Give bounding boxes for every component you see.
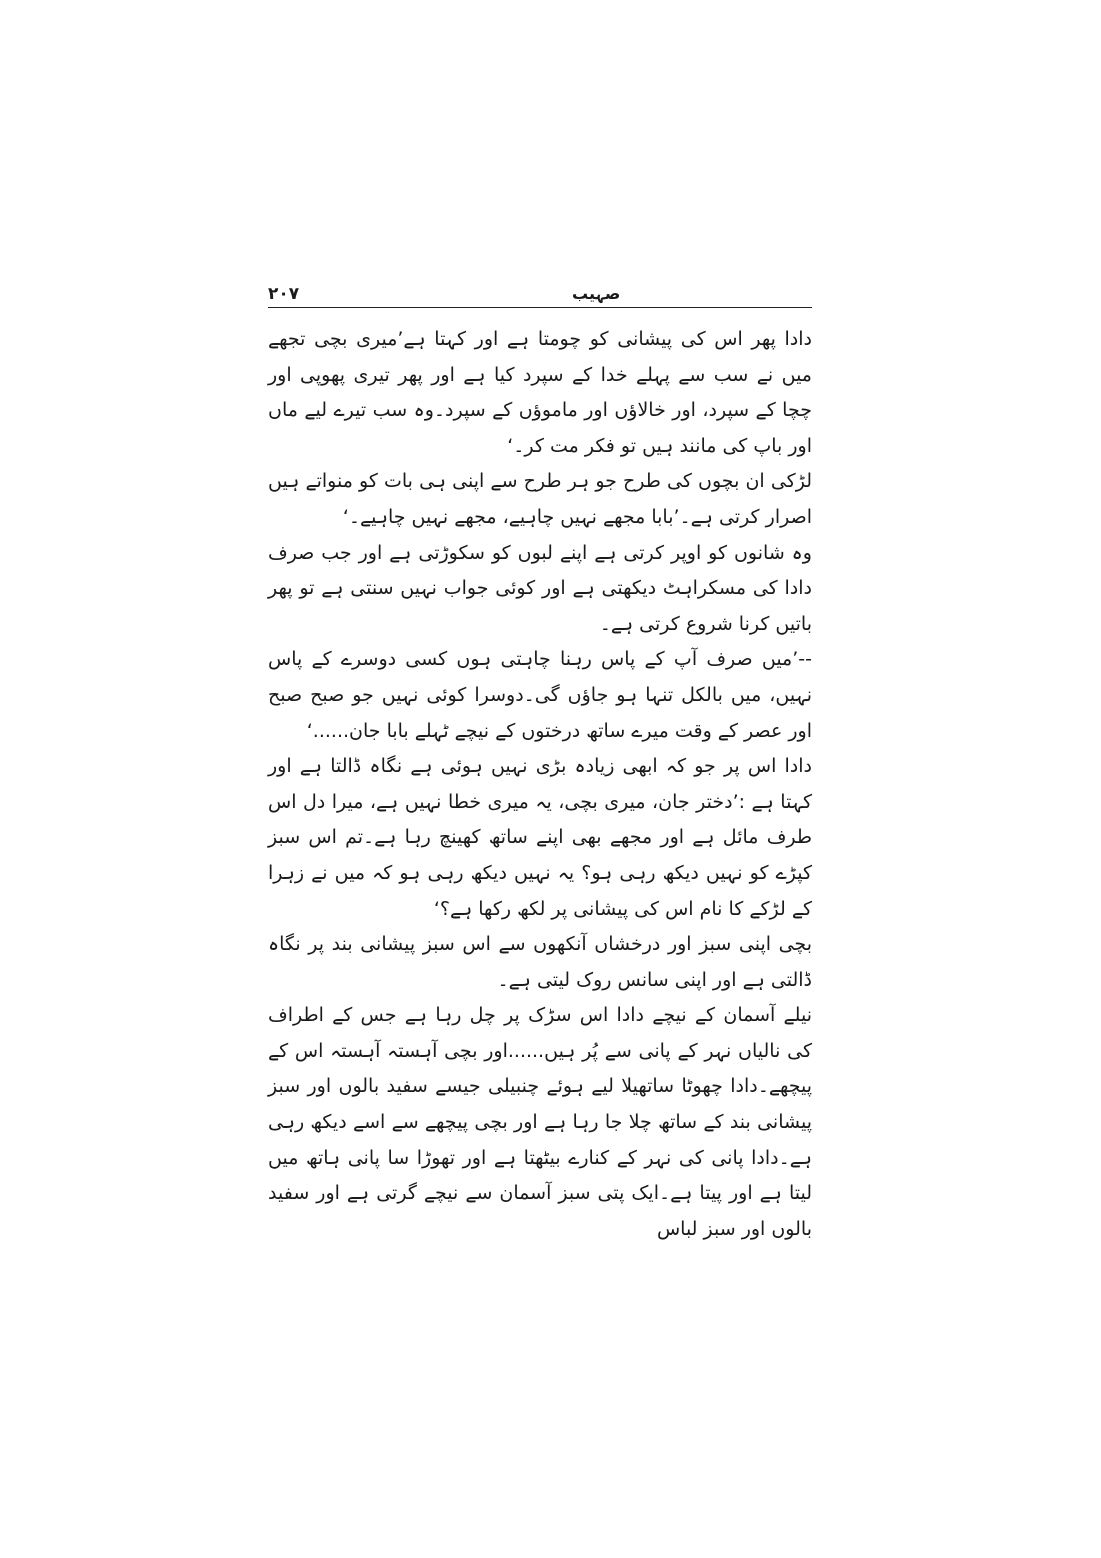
paragraph-1: دادا پھر اس کی پیشانی کو چومتا ہے اور کہتا ہے’میری بچی تجھے میں نے سب سے پہلے خدا کے سپرد کیا ہے اور پھر تیری پھوپی اور چچا کے سپرد، اور خالاؤں اور ماموؤں کے سپرد۔وہ سب تیرے لیے ماں اور باپ کی مانند ہیں تو فکر مت کر۔‘ (268, 328, 812, 457)
paragraph-3: وہ شانوں کو اوپر کرتی ہے اپنے لبوں کو سکوڑتی ہے اور جب صرف دادا کی مسکراہٹ دیکھتی ہے اور کوئی جواب نہیں سنتی ہے تو پھر باتیں کرنا شروع کرتی ہے۔ (268, 541, 812, 635)
page-header (268, 284, 812, 306)
page-number: ۲۰۷ (268, 284, 300, 304)
paragraph-4: --’میں صرف آپ کے پاس رہنا چاہتی ہوں کسی دوسرے کے پاس نہیں، میں بالکل تنہا ہو جاؤں گی۔دوسرا کوئی نہیں جو صبح صبح اور عصر کے وقت میرے ساتھ درختوں کے نیچے ٹہلے بابا جان......‘ (268, 648, 812, 742)
paragraph-2: لڑکی ان بچوں کی طرح جو ہر طرح سے اپنی ہی بات کو منواتے ہیں اصرار کرتی ہے۔’بابا مجھے نہیں چاہیے، مجھے نہیں چاہیے۔‘ (268, 470, 812, 528)
paragraph-6: بچی اپنی سبز اور درخشاں آنکھوں سے اس سبز پیشانی بند پر نگاہ ڈالتی ہے اور اپنی سانس روک لیتی ہے۔ (268, 933, 812, 991)
body-text (268, 322, 812, 1247)
paragraph-5: دادا اس پر جو کہ ابھی زیادہ بڑی نہیں ہوئی ہے نگاہ ڈالتا ہے اور کہتا ہے :’دختر جان، میری بچی، یہ میری خطا نہیں ہے، میرا دل اس طرف مائل ہے اور مجھے بھی اپنے ساتھ کھینچ رہا ہے۔تم اس سبز کپڑے کو نہیں دیکھ رہی ہو؟ یہ نہیں دیکھ رہی ہو کہ میں نے زہرا کے لڑکے کا نام اس کی پیشانی پر لکھ رکھا ہے؟‘ (268, 755, 812, 920)
header-rule (268, 307, 812, 308)
running-title: صہیب (572, 284, 621, 303)
paragraph-7: نیلے آسمان کے نیچے دادا اس سڑک پر چل رہا ہے جس کے اطراف کی نالیاں نہر کے پانی سے پُر ہیں......اور بچی آہستہ آہستہ اس کے پیچھے۔دادا چھوٹا ساتھیلا لیے ہوئے چنبیلی جیسے سفید بالوں اور سبز پیشانی بند کے ساتھ چلا جا رہا ہے اور بچی پیچھے سے اسے دیکھ رہی ہے۔دادا پانی کی نہر کے کنارے بیٹھتا ہے اور تھوڑا سا پانی ہاتھ میں لیتا ہے اور پیتا ہے۔ایک پتی سبز آسمان سے نیچے گرتی ہے اور سفید بالوں اور سبز لباس (268, 1004, 812, 1240)
